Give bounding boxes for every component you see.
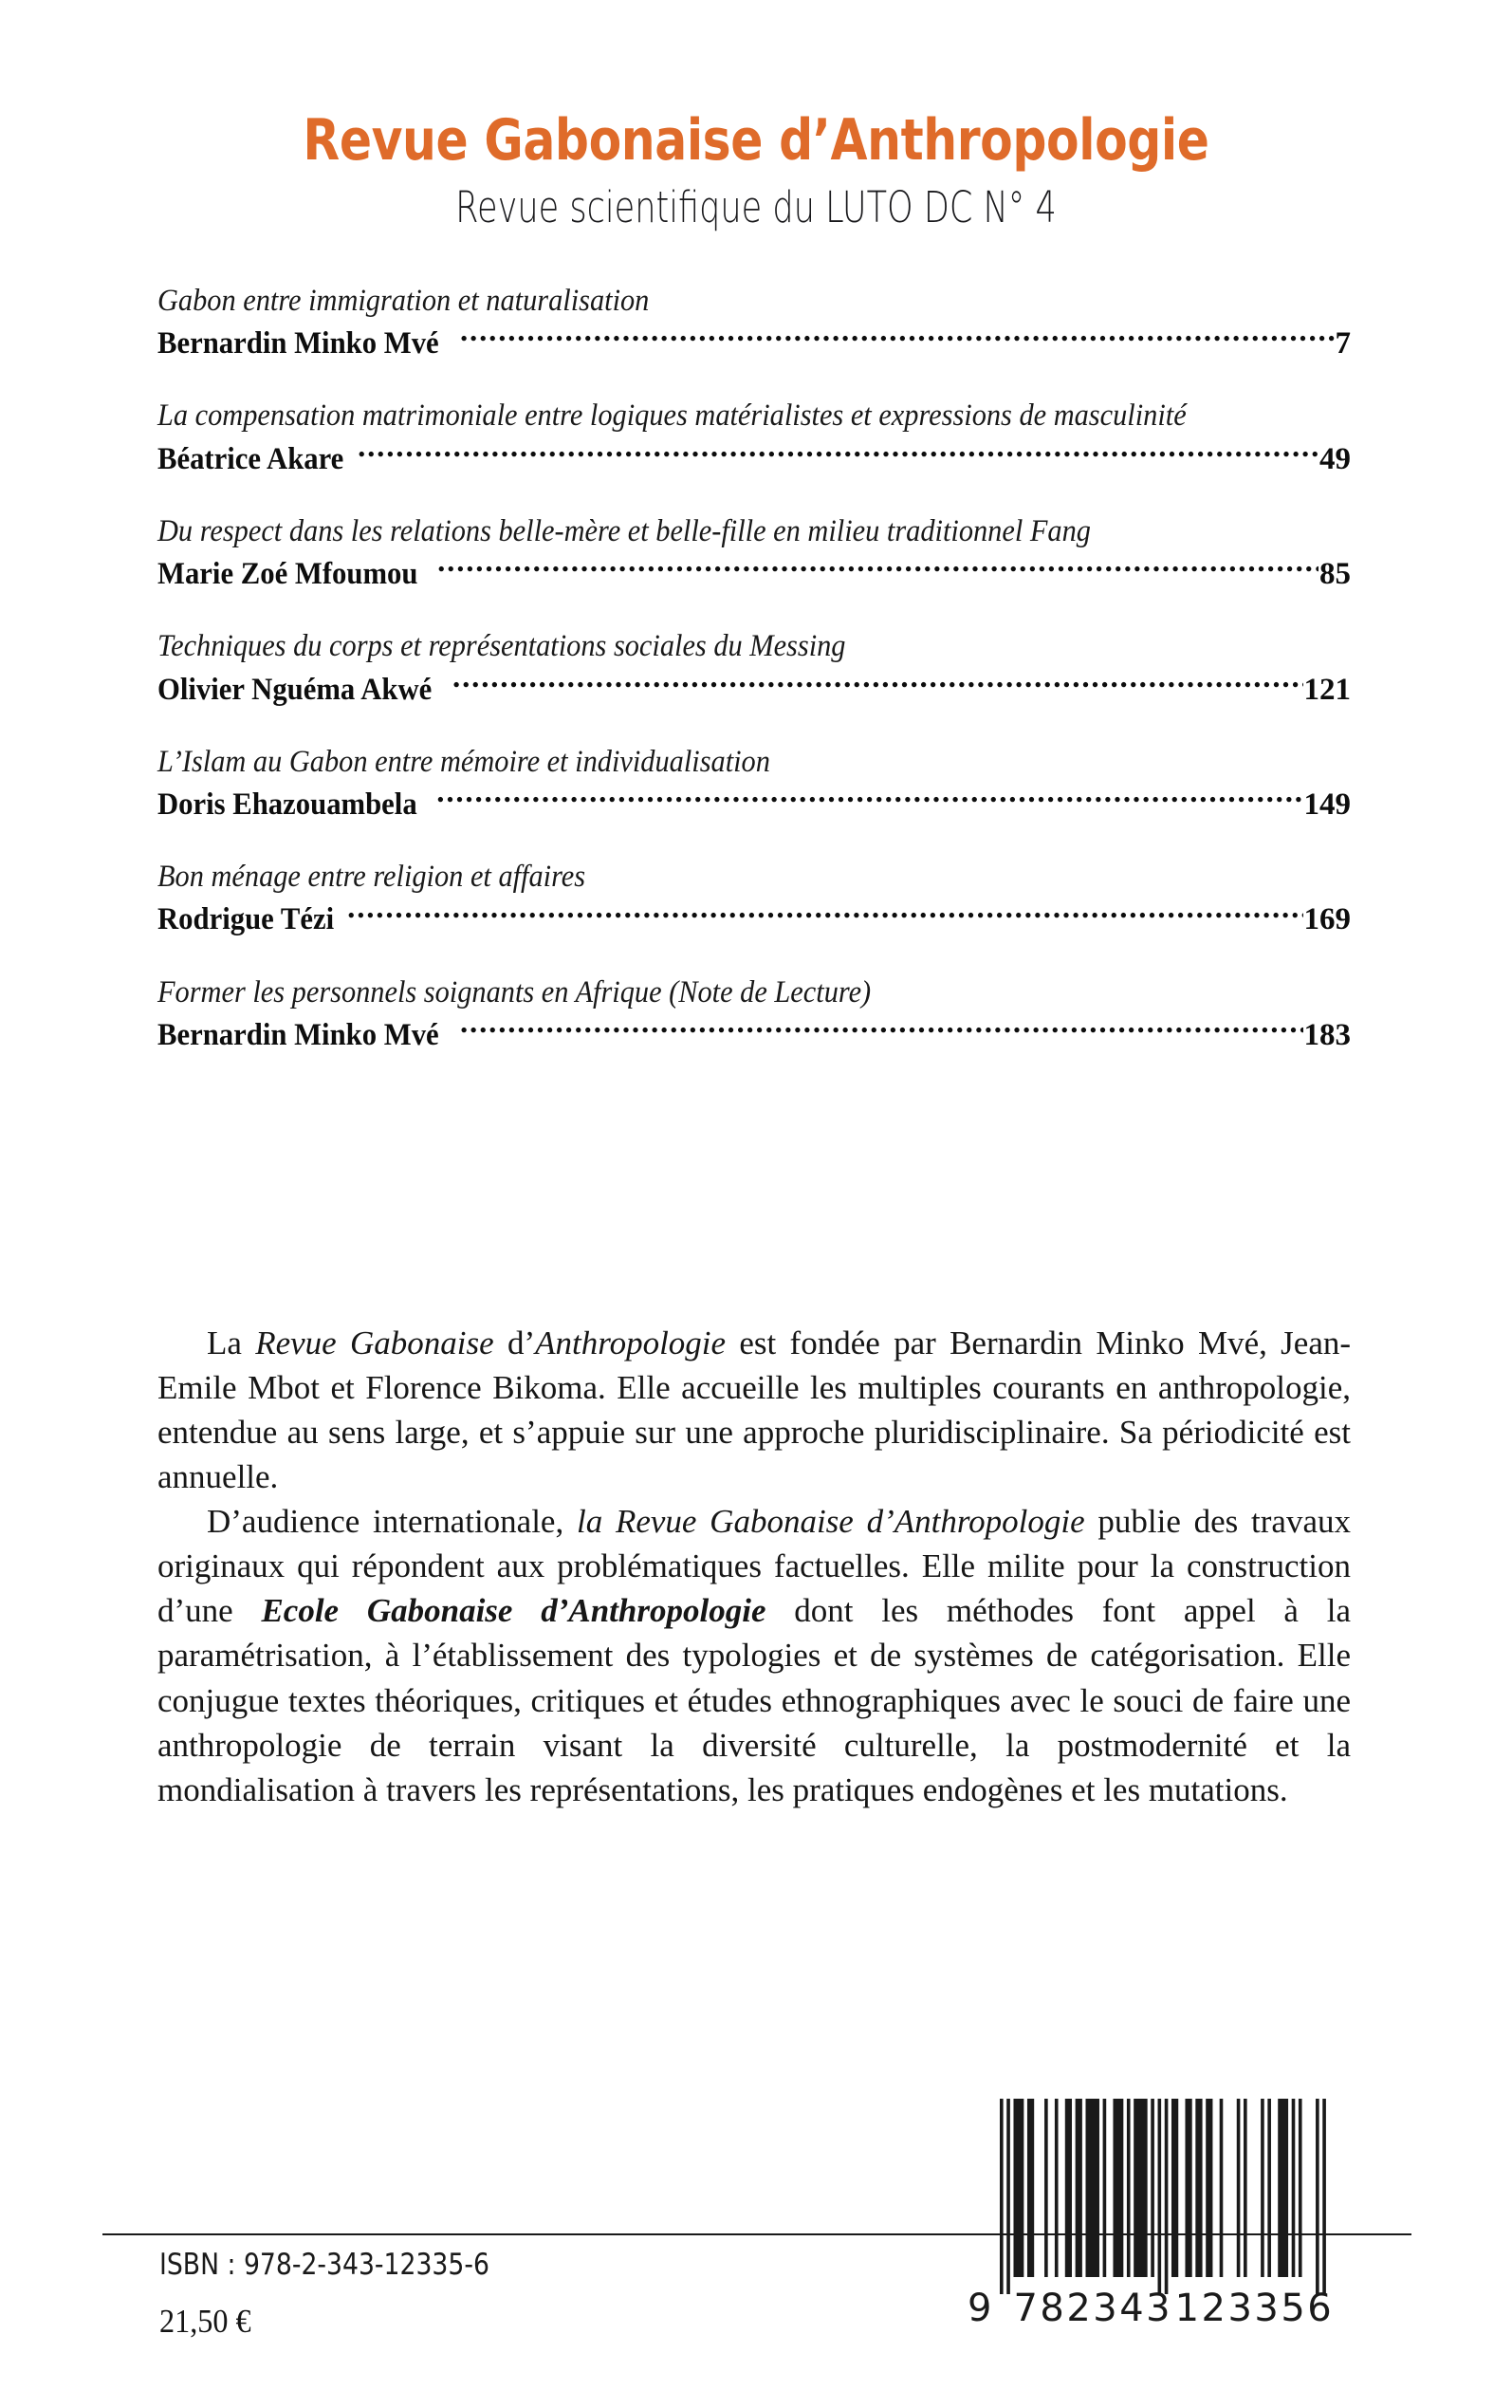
blurb-p1-text-3: est fondée par Bernardin Minko Mvé, Jean-Emile Mbot et Florence Bikoma. Elle accueille les multiples courants en anthropologie, entendue au sens large, et s’appuie sur une approche pluridisciplinaire. Sa périodicité est annuelle. (157, 1324, 1352, 1496)
toc-dot-leader (358, 437, 1318, 469)
cover-header (0, 107, 1512, 232)
toc-entry[interactable] (157, 396, 1351, 479)
toc-entry-author-row (157, 668, 1351, 711)
toc-entry-author: Marie Zoé Mfoumou (157, 557, 418, 592)
toc-entry-page-number: 85 (1319, 557, 1351, 592)
toc-entry-author: Olivier Nguéma Akwé (157, 672, 433, 707)
blurb-p1-text-1: La (207, 1324, 256, 1361)
toc-entry-author-row (157, 783, 1351, 825)
toc-entry-title: Former les personnels soignants en Afrique (Note de Lecture) (157, 974, 872, 1010)
toc-entry-page-number: 121 (1303, 672, 1351, 707)
toc-entry-title: Gabon entre immigration et naturalisation (157, 284, 650, 318)
blurb-p2-text-2: publie des travaux originaux qui répondent aux problématiques factuelles. Elle milite pour la construction d’une (157, 1503, 1351, 1630)
svg-text:782343: 782343 (1013, 2286, 1173, 2330)
toc-entry-page-number: 7 (1335, 326, 1351, 361)
toc-entry[interactable] (157, 626, 1351, 710)
toc-entry[interactable] (157, 857, 1351, 940)
toc-entry-author: Bernardin Minko Mvé (157, 1017, 439, 1052)
toc-entry[interactable] (157, 742, 1351, 825)
toc-dot-leader (436, 783, 1302, 814)
toc-entry-page-number: 149 (1303, 787, 1351, 822)
toc-entry[interactable] (157, 281, 1351, 364)
footer-info (159, 2248, 747, 2340)
toc-dot-leader (452, 668, 1302, 699)
toc-entry-author: Doris Ehazouambela (157, 787, 417, 822)
blurb-p2-text-3: dont les méthodes font appel à la paramétrisation, à l’établissement des typologies et de systèmes de catégorisation. Elle conjugue textes théoriques, critiques et études ethnographiques avec le souci de faire une anthropologie de terrain visant la diversité culturelle, la postmodernité et la mondialisation à travers les représentations, les pratiques endogènes et les mutations. (157, 1592, 1351, 1808)
toc-dot-leader (347, 898, 1302, 929)
toc-entry[interactable] (157, 511, 1351, 595)
toc-entry-page-number: 169 (1303, 902, 1351, 937)
toc-entry-title: Bon ménage entre religion et affaires (157, 860, 586, 895)
toc-entry-author: Bernardin Minko Mvé (157, 326, 439, 361)
isbn-text: ISBN : 978-2-343-12335-6 (159, 2248, 489, 2282)
blurb-paragraph-1 (157, 1321, 1351, 1499)
price-text: 21,50 € (159, 2303, 251, 2340)
toc-dot-leader (460, 322, 1335, 353)
blurb-p1-italic-1: Revue Gabonaise (255, 1324, 494, 1361)
blurb-p2-text-1: D’audience internationale, (207, 1503, 577, 1541)
blurb-p1-text-2: d’ (493, 1324, 536, 1361)
toc-dot-leader (460, 1013, 1303, 1045)
toc-entry-title: L’Islam au Gabon entre mémoire et individualisation (157, 744, 770, 779)
toc-entry-author-row (157, 1013, 1351, 1056)
barcode-svg (964, 2085, 1336, 2342)
toc-entry-title: La compensation matrimoniale entre logiques matérialistes et expressions de masculinité (157, 398, 1187, 434)
blurb-p1-italic-2: Anthropologie (535, 1324, 727, 1361)
toc-entry-page-number: 183 (1303, 1017, 1351, 1052)
toc-entry-title: Du respect dans les relations belle-mère et belle-fille en milieu traditionnel Fang (157, 513, 1091, 548)
toc-entry-author-row (157, 322, 1351, 364)
blurb-p2-italic-1: la Revue Gabonaise d’Anthropologie (576, 1503, 1085, 1541)
toc-entry-author-row (157, 898, 1351, 940)
toc-entry-author-row (157, 552, 1351, 595)
svg-text:9: 9 (967, 2286, 994, 2330)
toc-entry-author: Béatrice Akare (157, 441, 344, 476)
toc-entry[interactable] (157, 972, 1351, 1056)
blurb-p2-bold-italic: Ecole Gabonaise d’Anthropologie (261, 1592, 766, 1630)
toc-entry-page-number: 49 (1319, 441, 1351, 476)
toc-entry-title: Techniques du corps et représentations sociales du Messing (157, 629, 846, 664)
toc-entry-author: Rodrigue Tézi (157, 902, 335, 937)
journal-subtitle: Revue scientifique du LUTO DC N° 4 (455, 182, 1057, 232)
blurb-section (157, 1321, 1351, 1812)
toc-entry-author-row (157, 437, 1351, 480)
svg-text:123356: 123356 (1174, 2286, 1335, 2330)
toc-dot-leader (437, 552, 1318, 583)
blurb-paragraph-2 (157, 1499, 1351, 1811)
journal-title: Revue Gabonaise d’Anthropologie (303, 107, 1209, 174)
table-of-contents (157, 281, 1351, 1056)
ean13-barcode (964, 2085, 1343, 2342)
